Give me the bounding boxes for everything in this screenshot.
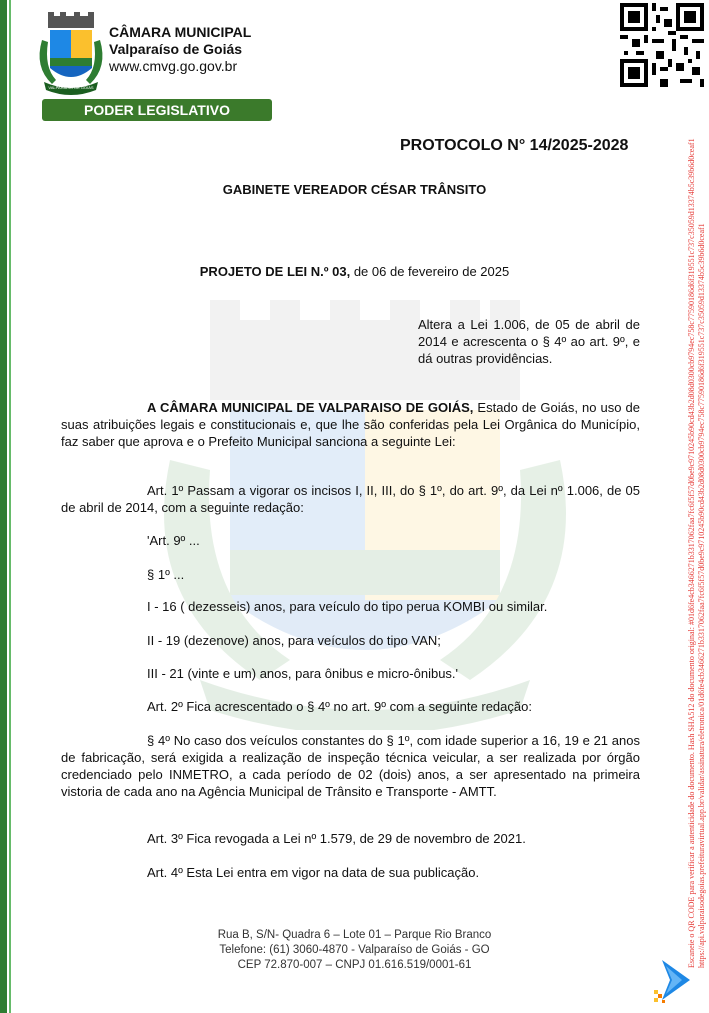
- paragraph-1-ref: § 1º ...: [147, 567, 185, 582]
- left-border-line: [9, 0, 11, 1013]
- preamble-bold: A CÂMARA MUNICIPAL DE VALPARAISO DE GOIÁS,: [147, 400, 474, 415]
- org-website[interactable]: www.cmvg.go.gov.br: [109, 58, 238, 74]
- footer-address: Rua B, S/N- Quadra 6 – Lote 01 – Parque Rio Branco: [217, 929, 492, 941]
- verification-side-note: Escaneie o QR CODE para verificar a autenticidade do documento. Hash SHA512 do documento original: #01d6fe4cb3466271b3317062faa7fc6f5f57d0be9c9710245b90cd43b2d08d0300cb9794ec758c77590186d6f319551c737c35059d13374b5c39b6d0ceaf1 https://api.valparaisodegoias.prefeituravirtual.app.br/validar/assinatura/eletronica/01d6fe4cb3466271b3317062faa7fc6f5f57d0be9c9710245b90cd43b2d08d0300cb9794ec758c77590186d6f319551c737c35059d13374b5c39b6d0ceaf1: [687, 138, 706, 968]
- cabinet-title: GABINETE VEREADOR CÉSAR TRÂNSITO: [222, 182, 487, 197]
- project-heading: [0, 264, 709, 279]
- city-emblem-logo: [34, 12, 108, 98]
- org-name: CÂMARA MUNICIPAL: [109, 24, 252, 40]
- footer: [0, 928, 709, 973]
- article-2: Art. 2º Fica acrescentado o § 4º no art. 9º com a seguinte redação:: [147, 699, 532, 714]
- ementa: Altera a Lei 1.006, de 05 de abril de 2014 e acrescenta o § 4º ao art. 9º, e dá outras providências.: [418, 317, 640, 366]
- poder-legislativo-badge: PODER LEGISLATIVO: [42, 99, 272, 121]
- inciso-1: I - 16 ( dezesseis) anos, para veículo do tipo perua KOMBI ou similar.: [147, 599, 548, 614]
- article-3: Art. 3º Fica revogada a Lei nº 1.579, de 29 de novembro de 2021.: [147, 831, 526, 846]
- preamble: [61, 399, 640, 450]
- qr-code[interactable]: [620, 3, 704, 87]
- header-org-block: [109, 24, 251, 75]
- protocol-number: PROTOCOLO N° 14/2025-2028: [400, 137, 629, 154]
- article-1: Art. 1º Passam a vigorar os incisos I, II, III, do § 1º, do art. 9º, da Lei nº 1.006, de 05 de abril de 2014, com a seguinte redação:: [61, 483, 640, 515]
- footer-cep: CEP 72.870-007 – CNPJ 01.616.519/0001-61: [237, 959, 472, 971]
- preamble-rest: Estado de Goiás, no uso de suas atribuições legais e constitucionais e, que lhe são conferidas pela Lei Orgânica do Município, faz saber que aprova e o Prefeito Municipal sanciona a seguinte Lei:: [61, 400, 640, 449]
- org-city: Valparaíso de Goiás: [109, 41, 243, 57]
- signature-platform-logo: [652, 960, 692, 1006]
- project-title: PROJETO DE LEI N.º 03,: [199, 264, 351, 279]
- article-4: Art. 4º Esta Lei entra em vigor na data de sua publicação.: [147, 865, 480, 880]
- logo-ribbon-text: VALPARAÍSO DE GOIÁS: [48, 85, 94, 90]
- left-border-bar: [0, 0, 7, 1013]
- inciso-2: II - 19 (dezenove) anos, para veículos do tipo VAN;: [147, 633, 441, 648]
- article-9-ref: 'Art. 9º ...: [147, 533, 200, 548]
- inciso-3: III - 21 (vinte e um) anos, para ônibus e micro-ônibus.': [147, 666, 459, 681]
- footer-phone: Telefone: (61) 3060-4870 - Valparaíso de Goiás - GO: [219, 944, 490, 956]
- paragraph-4: § 4º No caso dos veículos constantes do § 1º, com idade superior a 16, 19 e 21 anos de fabricação, será exigida a realização de inspeção técnica veicular, a ser realizada por órgão credenciado pelo INMETRO, a cada período de 02 (dois) anos, a ser apresentado na primeira vistoria de cada ano na Agência Municipal de Trânsito e Transporte - AMTT.: [61, 733, 640, 799]
- project-date: de 06 de fevereiro de 2025: [350, 264, 510, 279]
